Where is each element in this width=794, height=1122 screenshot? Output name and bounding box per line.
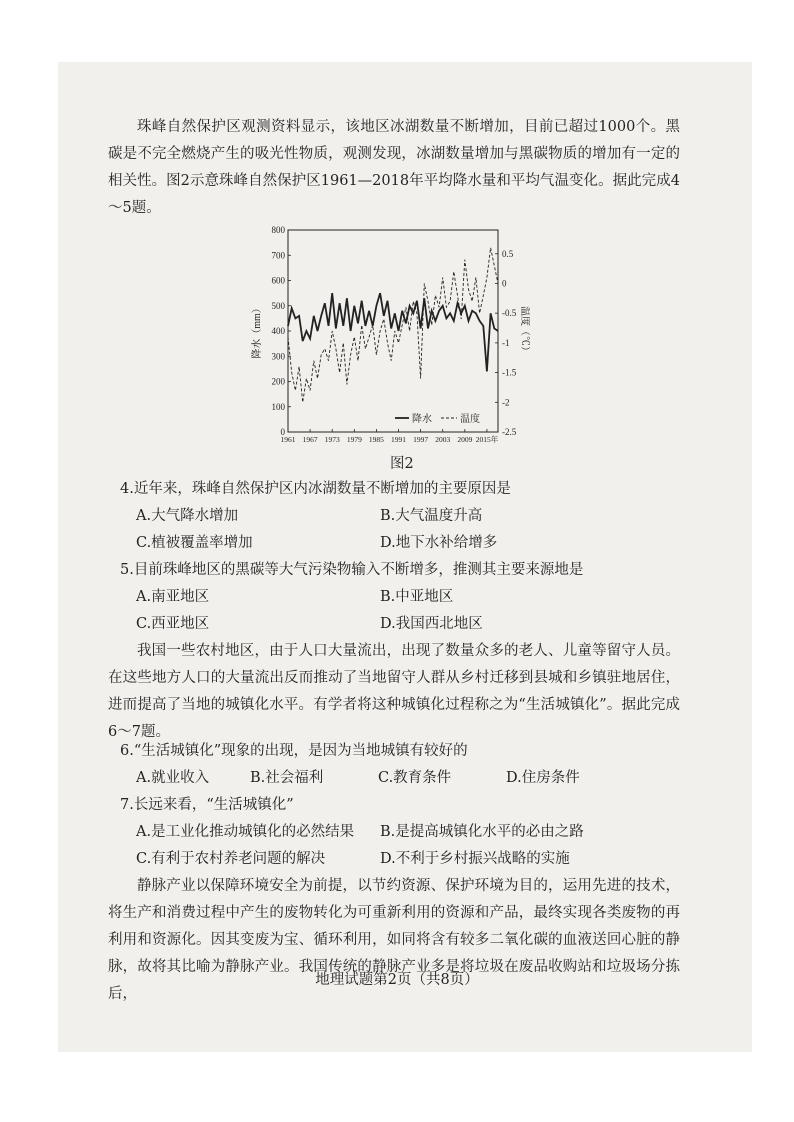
legend-temp-label: 温度 (460, 414, 480, 425)
right-tick-label: -1.5 (502, 367, 517, 378)
left-tick-label: 800 (271, 225, 285, 235)
right-tick-label: -2 (502, 397, 510, 408)
intro-paragraph-3: 静脉产业以保障环境安全为前提，以节约资源、保护环境为目的，运用先进的技术，将生产和消费过程中产生的废物转化为可重新利用的资源和产品，最终实现各类废物的再利用和资源化。因其变废为宝、循环利用，如同将含有较多二氧化碳的血液送回心脏的静脉，故将其比喻为静脉产业。我国传统的静脉产业多是将垃圾在废品收购站和垃圾场分拣后， (108, 878, 680, 1002)
plot-frame (288, 230, 498, 432)
right-axis-label: 温度（℃） (519, 306, 530, 356)
q5-option-b[interactable]: B.中亚地区 (380, 589, 454, 605)
q6-option-b[interactable]: B.社会福利 (250, 770, 324, 786)
q4-option-c[interactable]: C.植被覆盖率增加 (136, 535, 253, 551)
page-footer: 地理试题第2页（共8页） (315, 972, 479, 988)
left-tick-label: 0 (280, 427, 285, 437)
q6-option-a[interactable]: A.就业收入 (136, 770, 210, 786)
q4-option-d[interactable]: D.地下水补给增多 (380, 535, 498, 551)
left-tick-label: 700 (271, 250, 285, 261)
q7-option-b[interactable]: B.是提高城镇化水平的必由之路 (380, 824, 584, 840)
right-tick-label: 0.5 (502, 248, 514, 259)
left-tick-label: 200 (271, 376, 285, 387)
q6-stem: 6.“生活城镇化”现象的出现，是因为当地城镇有较好的 (120, 743, 468, 759)
legend-precip-label: 降水 (412, 414, 432, 425)
x-tick-label: 1991 (391, 435, 407, 444)
left-tick-label: 500 (271, 300, 285, 311)
intro-paragraph-2: 我国一些农村地区，由于人口大量流出，出现了数量众多的老人、儿童等留守人员。在这些地方人口的大量流出反而推动了当地留守人群从乡村迁移到县城和乡镇驻地居住，进而提高了当地的城镇化水平。有学者将这种城镇化过程称之为“生活城镇化”。据此完成6～7题。 (108, 643, 680, 740)
x-tick-label: 1967 (302, 435, 318, 444)
x-tick-label: 1997 (413, 435, 429, 444)
q6-option-d[interactable]: D.住房条件 (506, 770, 580, 786)
q6-option-c[interactable]: C.教育条件 (378, 770, 452, 786)
left-tick-label: 600 (271, 275, 285, 286)
left-axis-label: 降水（mm） (252, 303, 263, 359)
q5-option-d[interactable]: D.我国西北地区 (380, 616, 483, 632)
left-tick-label: 300 (271, 351, 285, 362)
q7-option-c[interactable]: C.有利于农村养老问题的解决 (136, 851, 326, 867)
q5-option-a[interactable]: A.南亚地区 (136, 589, 210, 605)
x-tick-label: 1973 (324, 435, 340, 444)
q5-option-c[interactable]: C.西亚地区 (136, 616, 210, 632)
right-tick-label: -2.5 (502, 427, 517, 437)
left-tick-label: 400 (271, 326, 285, 336)
right-tick-label: -1 (502, 337, 510, 348)
x-tick-label: 1985 (368, 435, 384, 444)
q4-option-b[interactable]: B.大气温度升高 (380, 508, 483, 524)
q7-stem: 7.长远来看，“生活城镇化” (120, 797, 294, 813)
q4-stem: 4.近年来，珠峰自然保护区内冰湖数量不断增加的主要原因是 (120, 481, 511, 497)
x-tick-label: 2015年 (475, 435, 499, 444)
precipitation-line (288, 293, 498, 371)
q7-option-a[interactable]: A.是工业化推动城镇化的必然结果 (136, 824, 355, 840)
left-tick-label: 100 (271, 401, 285, 412)
q7-option-d[interactable]: D.不利于乡村振兴战略的实施 (380, 851, 570, 867)
figure-label: 图2 (390, 456, 414, 472)
right-tick-label: -0.5 (502, 308, 517, 319)
x-tick-label: 2003 (435, 435, 451, 444)
precip-temp-chart (250, 222, 530, 452)
x-tick-label: 1979 (346, 435, 362, 444)
x-tick-label: 1961 (280, 435, 296, 444)
q4-option-a[interactable]: A.大气降水增加 (136, 508, 239, 524)
x-tick-label: 2009 (457, 435, 473, 444)
right-tick-label: 0 (502, 278, 507, 289)
q5-stem: 5.目前珠峰地区的黑碳等大气污染物输入不断增多，推测其主要来源地是 (120, 562, 584, 578)
intro-paragraph-1: 珠峰自然保护区观测资料显示，该地区冰湖数量不断增加，目前已超过1000个。黑碳是不完全燃烧产生的吸光性物质，观测发现，冰湖数量增加与黑碳物质的增加有一定的相关性。图2示意珠峰自然保护区1961—2018年平均降水量和平均气温变化。据此完成4～5题。 (108, 119, 680, 216)
